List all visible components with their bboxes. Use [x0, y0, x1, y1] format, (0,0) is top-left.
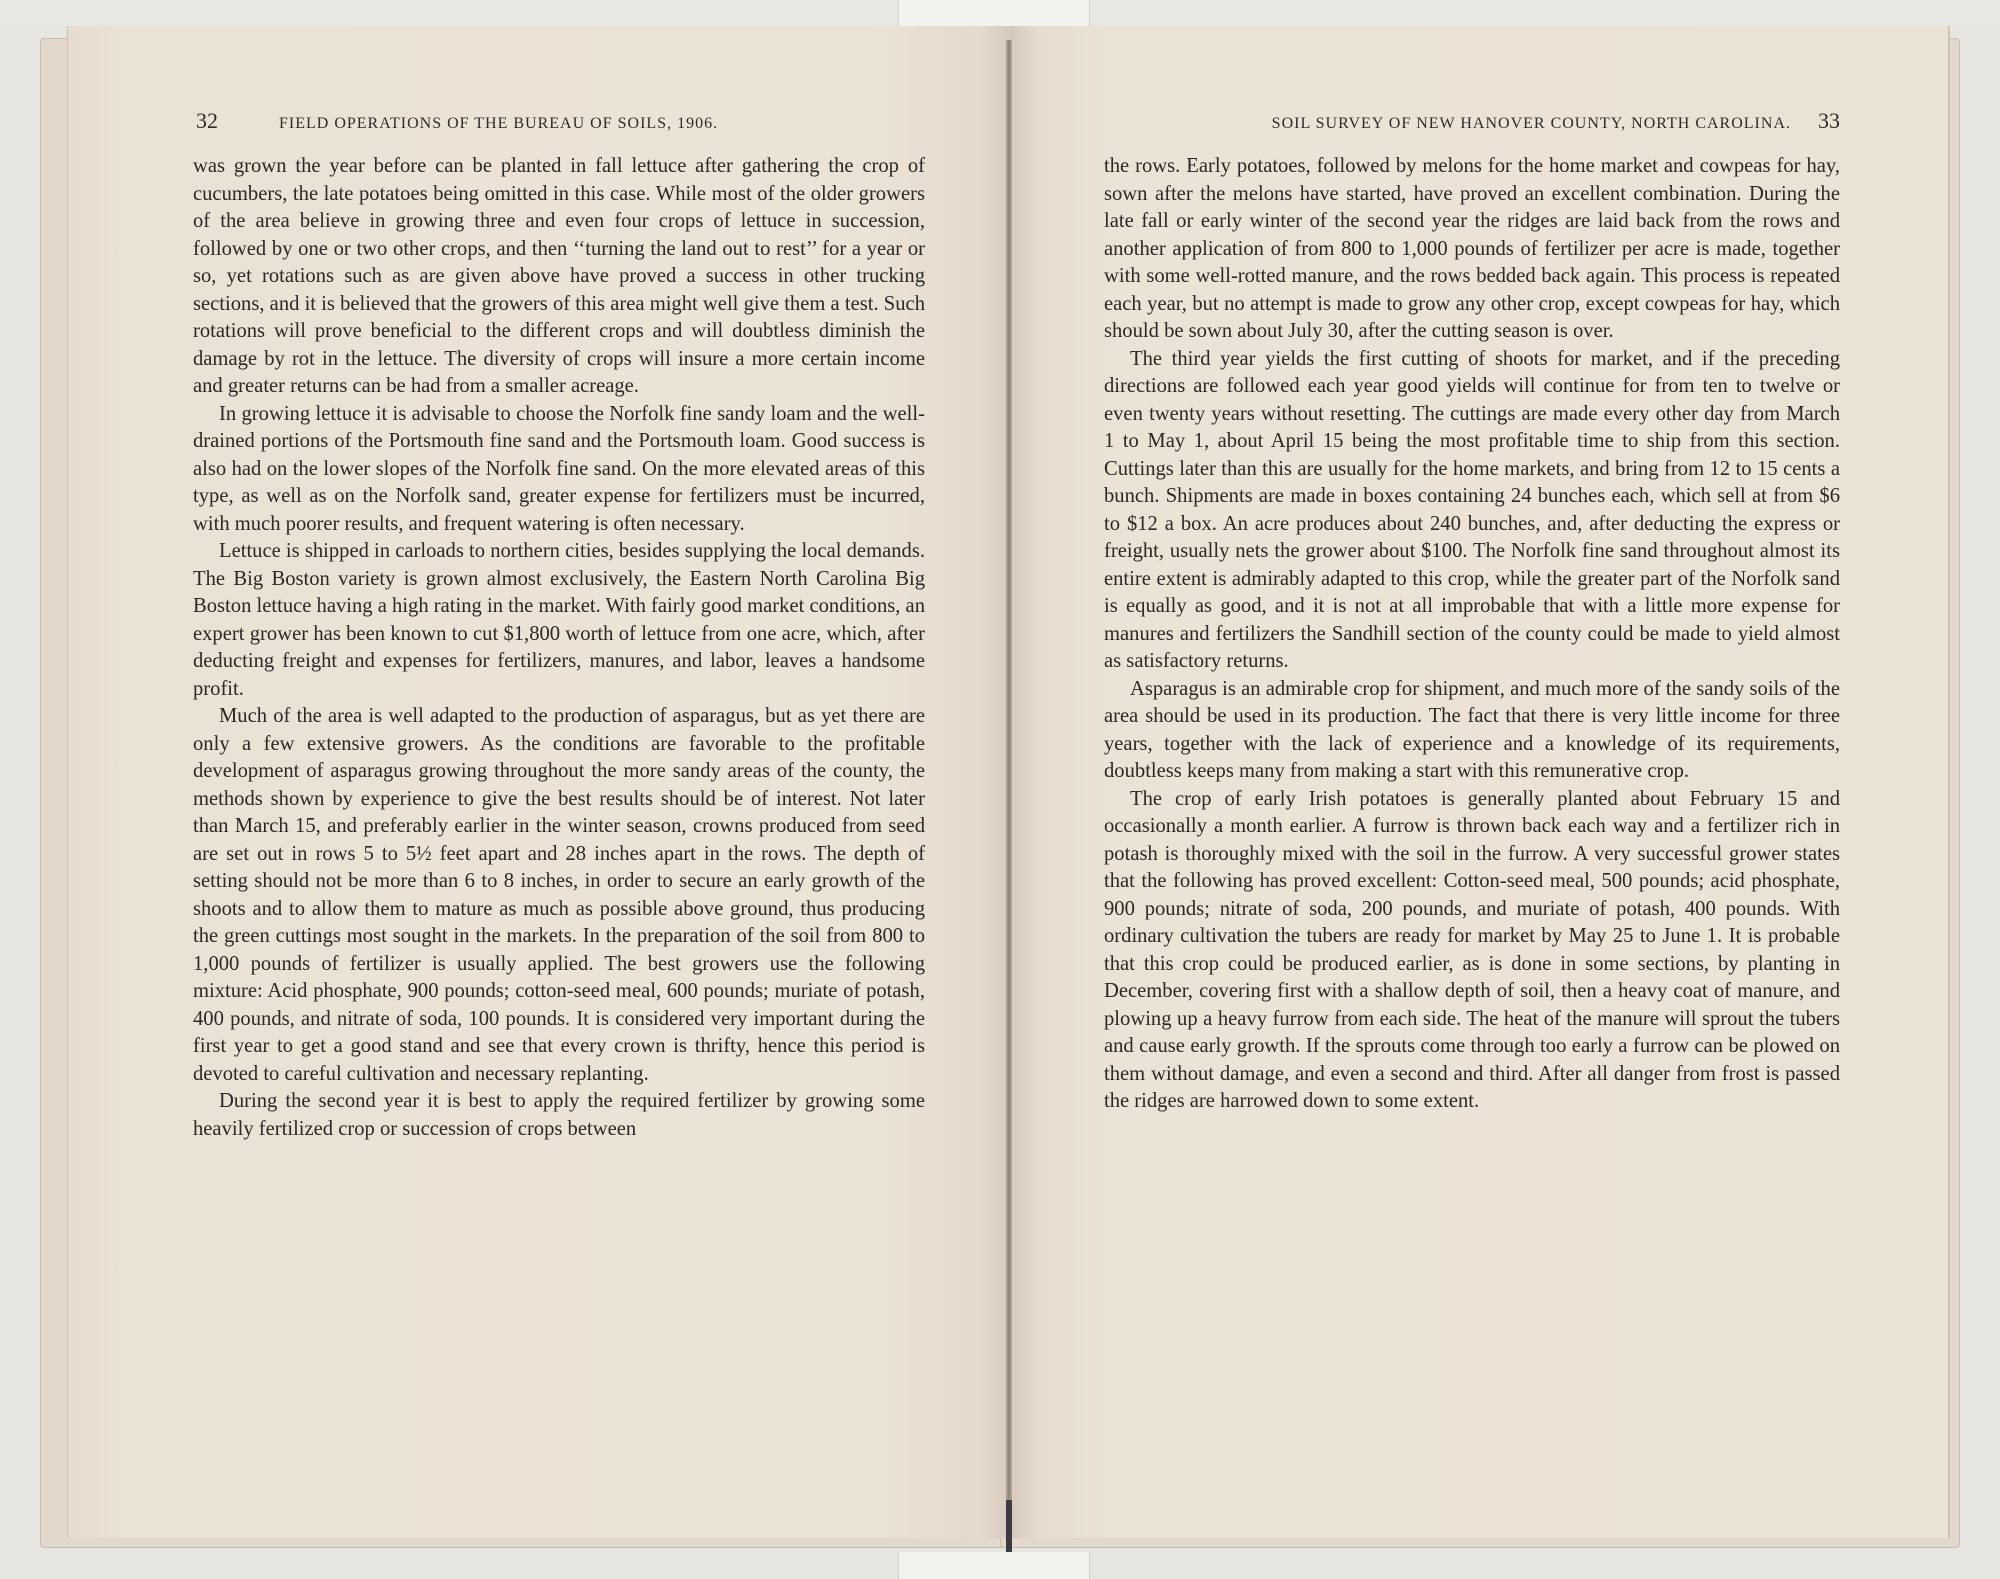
book-spine-binding	[1006, 1500, 1012, 1552]
left-page-number: 32	[196, 108, 218, 133]
paragraph: Much of the area is well adapted to the production of asparagus, but as yet there are only a few extensive growers. As the conditions are favorable to the profitable development of asparagus growing throughout the more sandy areas of the county, the methods shown by experience to give the best results should be of interest. Not later than March 15, and preferably earlier in the winter season, crowns produced from seed are set out in rows 5 to 5½ feet apart and 28 inches apart in the rows. The depth of setting should not be more than 6 to 8 inches, in order to secure an early growth of the shoots and to allow them to mature as much as possible above ground, thus producing the green cuttings most sought in the markets. In the preparation of the soil from 800 to 1,000 pounds of fertilizer is usually applied. The best growers use the following mixture: Acid phosphate, 900 pounds; cotton-seed meal, 600 pounds; muriate of potash, 400 pounds, and nitrate of soda, 100 pounds. It is considered very important during the first year to get a good stand and see that every crown is thrifty, hence this period is devoted to careful cultivation and necessary replanting.	[193, 705, 925, 1085]
paragraph: The third year yields the first cutting of shoots for market, and if the preceding directions are followed each year good yields will continue for from ten to twelve or even twenty years without resetting. The cuttings are made every other day from March 1 to May 1, about April 15 being the most profitable time to ship from this section. Cuttings later than this are usually for the home markets, and bring from 12 to 15 cents a bunch. Shipments are made in boxes containing 24 bunches each, which sell at from $6 to $12 a box. An acre produces about 240 bunches, and, after deducting the express or freight, usually nets the grower about $100. The Norfolk fine sand throughout almost its entire extent is admirably adapted to this crop, while the greater part of the Norfolk sand is equally as good, and it is not at all improbable that with a little more expense for manures and fertilizers the Sandhill section of the county could be made to yield almost as satisfactory returns.	[1104, 347, 1840, 672]
paper-tab-top	[898, 0, 1090, 28]
paragraph: was grown the year before can be planted in fall lettuce after gathering the crop of cucumbers, the late potatoes being omitted in this case. While most of the older growers of the area believe in growing three and even four crops of lettuce in succession, followed by one or two other crops, and then ‘‘turning the land out to rest’’ for a year or so, yet rotations such as are given above have proved a success in other trucking sections, and it is believed that the growers of this area might well give them a test. Such rotations will prove beneficial to the different crops and will doubtless diminish the damage by rot in the lettuce. The diversity of crops will insure a more certain income and greater returns can be had from a smaller acreage.	[193, 155, 925, 397]
right-running-header	[1150, 108, 1840, 138]
right-page-body	[1104, 153, 1840, 1116]
left-running-head-title: FIELD OPERATIONS OF THE BUREAU OF SOILS, 1906.	[279, 115, 719, 132]
right-running-head-title: SOIL SURVEY OF NEW HANOVER COUNTY, NORTH CAROLINA.	[1271, 115, 1791, 132]
left-page-body	[193, 153, 925, 1143]
left-running-header	[196, 108, 936, 138]
right-page-number: 33	[1818, 108, 1840, 133]
paragraph: the rows. Early potatoes, followed by melons for the home market and cowpeas for hay, sown after the melons have started, have proved an excellent combination. During the late fall or early winter of the second year the ridges are laid back from the rows and another application of from 800 to 1,000 pounds of fertilizer per acre is made, together with some well-rotted manure, and the rows bedded back again. This process is repeated each year, but no attempt is made to grow any other crop, except cowpeas for hay, which should be sown about July 30, after the cutting season is over.	[1104, 155, 1840, 342]
book-spine	[1006, 40, 1012, 1550]
paper-tab-bottom	[898, 1552, 1090, 1579]
paragraph: Lettuce is shipped in carloads to northern cities, besides supplying the local demands. The Big Boston variety is grown almost exclusively, the Eastern North Carolina Big Boston lettuce having a high rating in the market. With fairly good market conditions, an expert grower has been known to cut $1,800 worth of lettuce from one acre, which, after deducting freight and expenses for fertilizers, manures, and labor, leaves a handsome profit.	[193, 540, 925, 700]
paragraph: The crop of early Irish potatoes is generally planted about February 15 and occasionally a month earlier. A furrow is thrown back each way and a fertilizer rich in potash is thoroughly mixed with the soil in the furrow. A very successful grower states that the following has proved excellent: Cotton-seed meal, 500 pounds; acid phosphate, 900 pounds; nitrate of soda, 200 pounds, and muriate of potash, 400 pounds. With ordinary cultivation the tubers are ready for market by May 25 to June 1. It is probable that this crop could be produced earlier, as is done in some sections, by planting in December, covering first with a shallow depth of soil, then a heavy coat of manure, and plowing up a heavy furrow from each side. The heat of the manure will sprout the tubers and cause early growth. If the sprouts come through too early a furrow can be plowed on them without damage, and even a second and third. After all danger from frost is passed the ridges are harrowed down to some extent.	[1104, 787, 1840, 1112]
paragraph: During the second year it is best to apply the required fertilizer by growing some heavily fertilized crop or succession of crops between	[193, 1090, 925, 1140]
paragraph: In growing lettuce it is advisable to choose the Norfolk fine sandy loam and the well-drained portions of the Portsmouth fine sand and the Portsmouth loam. Good success is also had on the lower slopes of the Norfolk fine sand. On the more elevated areas of this type, as well as on the Norfolk sand, greater expense for fertilizers must be incurred, with much poorer results, and frequent watering is often necessary.	[193, 402, 925, 535]
paragraph: Asparagus is an admirable crop for shipment, and much more of the sandy soils of the area should be used in its production. The fact that there is very little income for three years, together with the lack of experience and a knowledge of its requirements, doubtless keeps many from making a start with this remunerative crop.	[1104, 677, 1840, 782]
